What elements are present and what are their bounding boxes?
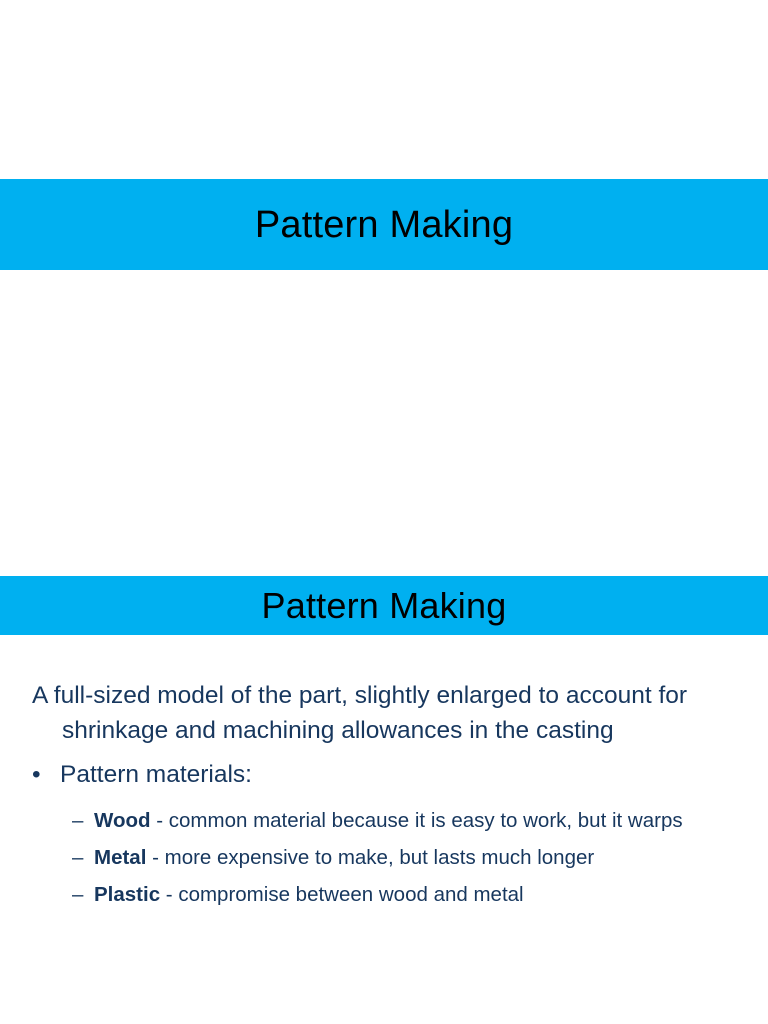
material-description: - more expensive to make, but lasts much longer [146,846,595,869]
dash-marker: – [72,883,84,906]
slide-body [32,678,742,917]
dash-marker: – [72,846,84,869]
title-band [0,179,768,270]
sub-bullet-content [94,806,683,835]
bullet-item [32,760,742,790]
sub-bullet-metal [72,843,742,872]
slide-title: Pattern Making [254,203,514,246]
sub-bullet-wood [72,806,742,835]
slide-2 [0,512,768,1024]
title-band [0,576,768,635]
material-description: - compromise between wood and metal [160,883,524,906]
material-term: Wood [94,809,151,832]
sub-bullet-content [94,880,524,909]
dash-marker: – [72,809,84,832]
material-term: Metal [94,846,147,869]
slide-title: Pattern Making [261,584,507,626]
sub-bullet-plastic [72,880,742,909]
material-description: - common material because it is easy to work, but it warps [150,809,683,832]
sub-bullet-content [94,843,594,872]
sub-bullet-list [32,806,742,909]
definition-text: A full-sized model of the part, slightly enlarged to account for shrinkage and machining allowances in the casting [32,682,688,744]
bullet-marker: • [32,761,41,788]
material-term: Plastic [94,883,161,906]
bullet-text: Pattern materials: [60,761,252,788]
